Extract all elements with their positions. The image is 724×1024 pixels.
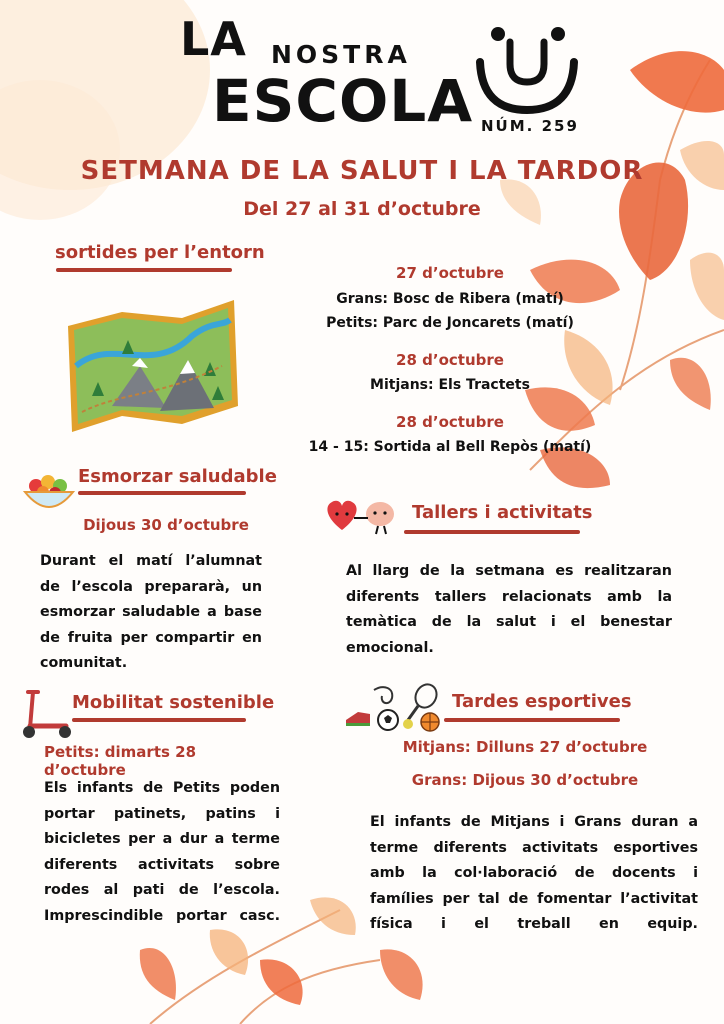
issue-number: NÚM. 259 — [481, 117, 579, 135]
sortides-line: Grans: Bosc de Ribera (matí) — [336, 291, 564, 307]
masthead-nostra: NOSTRA — [271, 40, 411, 69]
section-underline — [56, 268, 232, 272]
tardes-date-2: Grans: Dijous 30 d’octubre — [411, 771, 639, 789]
sortides-date-3: 28 d’octubre — [396, 413, 504, 431]
sortides-date-2: 28 d’octubre — [396, 351, 504, 369]
fruit-bowl-icon — [22, 470, 76, 518]
tallers-text: Al llarg de la setmana es realitzaran diferents tallers relacionats amb la temàtica de la salut i el benestar emocional. — [346, 563, 672, 656]
sortides-schedule — [250, 264, 650, 459]
section-title-mobilitat: Mobilitat sostenible — [72, 692, 275, 713]
masthead-la: LA — [180, 12, 247, 66]
sports-equipment-icon — [344, 682, 444, 732]
tardes-date-1: Mitjans: Dilluns 27 d’octubre — [402, 738, 648, 756]
sortides-date-1: 27 d’octubre — [396, 264, 504, 282]
sortides-line: Petits: Parc de Joncarets (matí) — [326, 315, 574, 331]
page-subtitle: Del 27 al 31 d’octubre — [243, 198, 481, 220]
page-title: SETMANA DE LA SALUT I LA TARDOR — [80, 156, 644, 186]
map-icon — [62, 296, 242, 434]
section-title-sortides: sortides per l’entorn — [55, 242, 265, 263]
section-underline — [72, 718, 246, 722]
section-underline — [404, 530, 580, 534]
heart-brain-icon — [322, 496, 402, 536]
scooter-icon — [18, 688, 74, 740]
section-title-tardes: Tardes esportives — [452, 691, 632, 712]
esmorzar-text: Durant el matí l’alumnat de l’escola prepararà, un esmorzar saludable a base de fruita per compartir en comunitat. — [40, 553, 262, 671]
section-underline — [78, 491, 246, 495]
smiley-logo-icon — [472, 24, 582, 116]
mobilitat-date: Petits: dimarts 28 d’octubre — [44, 743, 197, 779]
sortides-line: Mitjans: Els Tractets — [370, 377, 530, 393]
esmorzar-date: Dijous 30 d’octubre — [83, 516, 249, 534]
sortides-line: 14 - 15: Sortida al Bell Repòs (matí) — [308, 439, 592, 455]
section-underline — [444, 718, 620, 722]
masthead-escola: ESCOLA — [212, 67, 474, 135]
section-title-esmorzar: Esmorzar saludable — [78, 466, 277, 487]
section-title-tallers: Tallers i activitats — [412, 502, 593, 523]
tardes-text: El infants de Mitjans i Grans duran a terme diferents activitats esportives amb la col·laboració de docents i famílies per tal de fomentar l’activitat física i el treball en equip. — [370, 814, 698, 932]
mobilitat-text: Els infants de Petits poden portar patinets, patins i bicicletes per a dur a terme diferents activitats sobre rodes al pati de l’escola. Imprescindible portar casc. — [44, 780, 280, 924]
